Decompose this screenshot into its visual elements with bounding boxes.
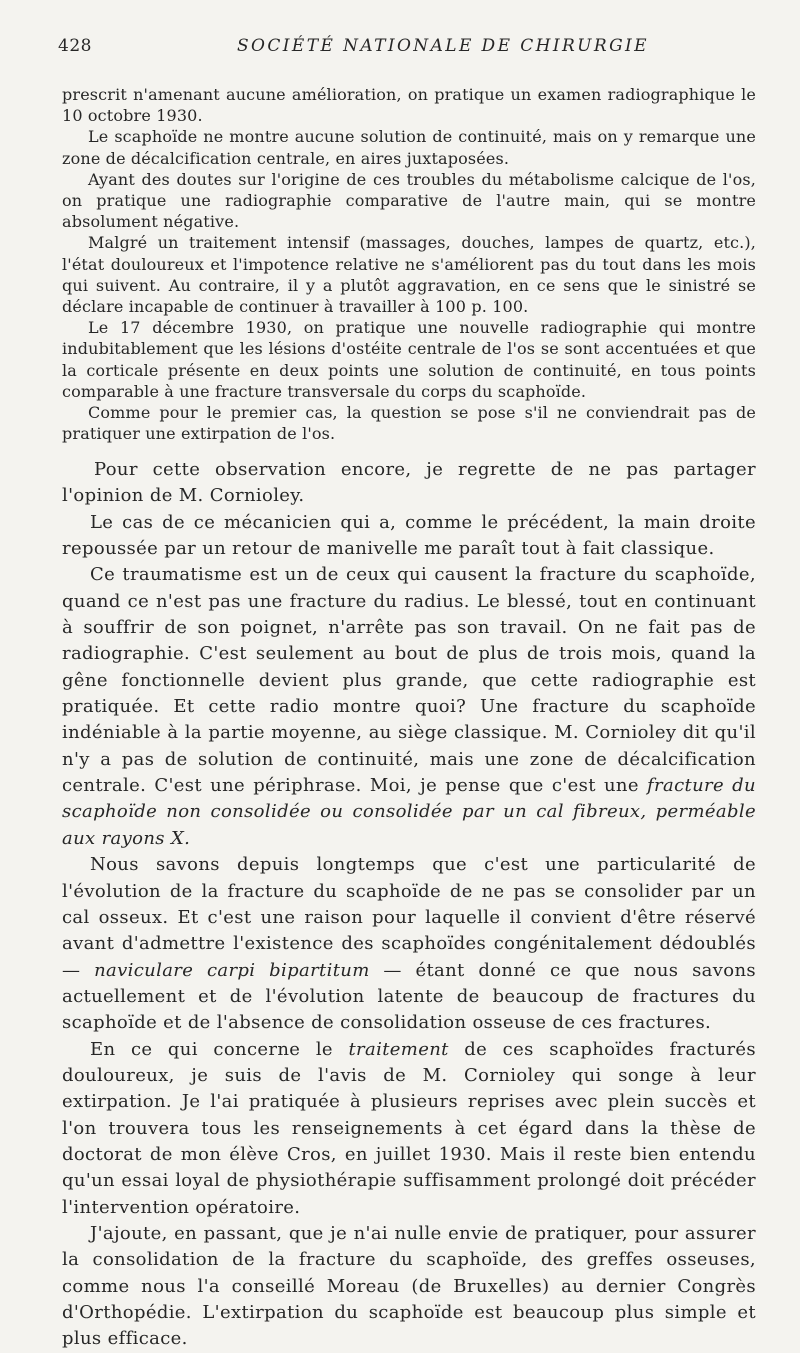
- paragraph-text: En ce qui concerne le: [90, 1038, 349, 1060]
- quoted-paragraph: Ayant des doutes sur l'origine de ces troubles du métabolisme calcique de l'os, on pratique une radiographie comparative de l'autre main, qui se montre absolument négative.: [62, 169, 756, 232]
- running-title: SOCIÉTÉ NATIONALE DE CHIRURGIE: [237, 36, 649, 56]
- paragraph-text: de ces scaphoïdes fracturés douloureux, je suis de l'avis de M. Cornioley qui songe à leur extirpation. Je l'ai pratiquée à plusieurs reprises avec plein succès et l'on trouvera tous les renseignements à cet égard dans la thèse de doctorat de mon élève Cros, en juillet 1930. Mais il reste bien entendu qu'un essai loyal de physiothérapie suffisamment prolongé doit précéder l'intervention opératoire.: [62, 1038, 756, 1218]
- italic-term: traitement: [348, 1038, 449, 1060]
- commentary-paragraph: Le cas de ce mécanicien qui a, comme le précédent, la main droite repoussée par un retour de manivelle me paraît tout à fait classique.: [62, 511, 756, 560]
- commentary-paragraph: Pour cette observation encore, je regrette de ne pas partager l'opinion de M. Cornioley.: [62, 459, 756, 507]
- quoted-paragraph: Le 17 décembre 1930, on pratique une nouvelle radiographie qui montre indubitablement que les lésions d'ostéite centrale de l'os se sont accentuées et que la corticale présente en deux points une solution de continuité, en tous points comparable à une fracture transversale du corps du scaphoïde.: [62, 318, 756, 401]
- paragraph-text: Ce traumatisme est un de ceux qui causent la fracture du scaphoïde, quand ce n'est pas une fracture du radius. Le blessé, tout en continuant à souffrir de son poignet, n'arrête pas son travail. On ne fait pas de radiographie. C'est seulement au bout de plus de trois mois, quand la gêne fonctionnelle devient plus grande, que cette radiographie est pratiquée. Et cette radio montre quoi? Une fracture du scaphoïde indéniable à la partie moyenne, au siège classique. M. Cornioley dit qu'il n'y a pas de solution de continuité, mais une zone de décalcification centrale. C'est une périphrase. Moi, je pense que c'est une: [62, 564, 756, 797]
- page-number: 428: [58, 36, 92, 56]
- commentary-text: [62, 457, 756, 1353]
- quoted-paragraph: prescrit n'amenant aucune amélioration, on pratique un examen radiographique le 10 octobre 1930.: [62, 85, 756, 126]
- quoted-paragraph: Le scaphoïde ne montre aucune solution de continuité, mais on y remarque une zone de décalcification centrale, en aires juxtaposées.: [62, 127, 756, 168]
- quoted-paragraph: Comme pour le premier cas, la question se pose s'il ne conviendrait pas de pratiquer une extirpation de l'os.: [62, 403, 756, 444]
- commentary-paragraph: [62, 562, 756, 852]
- italic-emphasis: fracture du scaphoïde non consolidée ou consolidée par un cal fibreux, perméable aux rayons X.: [62, 775, 756, 849]
- commentary-paragraph: [62, 852, 756, 1036]
- paragraph-text: Nous savons depuis longtemps que c'est une particularité de l'évolution de la fracture du scaphoïde de ne pas se consolider par un cal osseux. Et c'est une raison pour laquelle il convient d'être réservé avant d'admettre l'existence des scaphoïdes congénitalement dédoublés —: [62, 854, 756, 981]
- paragraph-text: — étant donné ce que nous savons actuellement et de l'évolution latente de beaucoup de fractures du scaphoïde et de l'absence de consolidation osseuse de ces fractures.: [62, 959, 757, 1034]
- quoted-case-report: [62, 84, 756, 444]
- quoted-paragraph: Malgré un traitement intensif (massages, douches, lampes de quartz, etc.), l'état douloureux et l'impotence relative ne s'améliorent pas du tout dans les mois qui suivent. Au contraire, il y a plutôt aggravation, en ce sens que le sinistré se déclare incapable de continuer à travailler à 100 p. 100.: [62, 233, 756, 317]
- commentary-paragraph: [62, 1037, 756, 1221]
- page-header: [58, 36, 758, 60]
- commentary-paragraph: J'ajoute, en passant, que je n'ai nulle envie de pratiquer, pour assurer la consolidation de la fracture du scaphoïde, des greffes osseuses, comme nous l'a conseillé Moreau (de Bruxelles) au dernier Congrès d'Orthopédie. L'extirpation du scaphoïde est beaucoup plus simple et plus efficace.: [62, 1222, 756, 1350]
- italic-term: naviculare carpi bipartitum: [94, 959, 370, 981]
